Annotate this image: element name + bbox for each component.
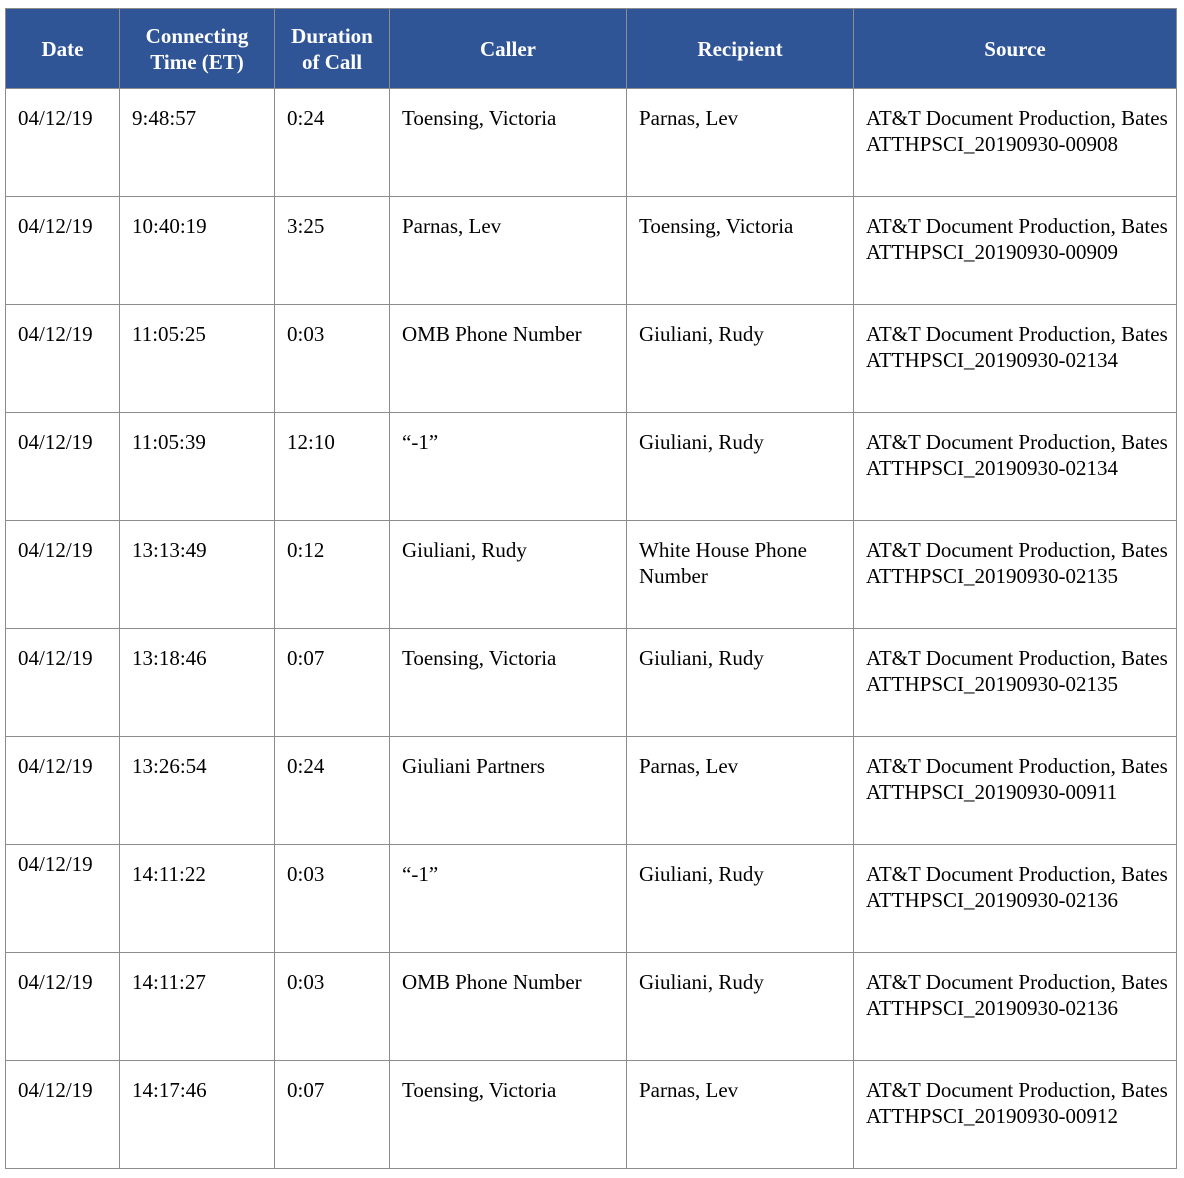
table-row bbox=[6, 521, 1177, 629]
cell-caller: “-1” bbox=[390, 845, 627, 953]
cell-source: AT&T Document Production, Bates ATTHPSCI_20190930-00912 bbox=[854, 1061, 1177, 1169]
table-row bbox=[6, 737, 1177, 845]
cell-source: AT&T Document Production, Bates ATTHPSCI_20190930-02134 bbox=[854, 413, 1177, 521]
cell-caller: Toensing, Victoria bbox=[390, 1061, 627, 1169]
cell-time: 14:17:46 bbox=[120, 1061, 275, 1169]
cell-time: 13:13:49 bbox=[120, 521, 275, 629]
cell-caller: OMB Phone Number bbox=[390, 953, 627, 1061]
cell-date: 04/12/19 bbox=[6, 845, 120, 953]
table-row bbox=[6, 413, 1177, 521]
table-header bbox=[6, 9, 1177, 89]
cell-recipient: White House Phone Number bbox=[627, 521, 854, 629]
cell-recipient: Giuliani, Rudy bbox=[627, 845, 854, 953]
call-log-table bbox=[5, 8, 1177, 1169]
cell-date: 04/12/19 bbox=[6, 953, 120, 1061]
cell-recipient: Parnas, Lev bbox=[627, 737, 854, 845]
cell-recipient: Giuliani, Rudy bbox=[627, 629, 854, 737]
cell-source: AT&T Document Production, Bates ATTHPSCI_20190930-00908 bbox=[854, 89, 1177, 197]
header-duration: Duration of Call bbox=[275, 9, 390, 89]
cell-caller: OMB Phone Number bbox=[390, 305, 627, 413]
cell-recipient: Giuliani, Rudy bbox=[627, 413, 854, 521]
cell-source: AT&T Document Production, Bates ATTHPSCI_20190930-00909 bbox=[854, 197, 1177, 305]
cell-time: 14:11:27 bbox=[120, 953, 275, 1061]
cell-date: 04/12/19 bbox=[6, 89, 120, 197]
cell-date: 04/12/19 bbox=[6, 197, 120, 305]
table-row bbox=[6, 845, 1177, 953]
cell-duration: 0:03 bbox=[275, 953, 390, 1061]
cell-duration: 0:07 bbox=[275, 629, 390, 737]
cell-date: 04/12/19 bbox=[6, 1061, 120, 1169]
table-row bbox=[6, 1061, 1177, 1169]
cell-caller: Giuliani Partners bbox=[390, 737, 627, 845]
cell-date: 04/12/19 bbox=[6, 629, 120, 737]
cell-time: 9:48:57 bbox=[120, 89, 275, 197]
cell-source: AT&T Document Production, Bates ATTHPSCI_20190930-00911 bbox=[854, 737, 1177, 845]
header-caller: Caller bbox=[390, 9, 627, 89]
cell-duration: 0:03 bbox=[275, 305, 390, 413]
cell-caller: Giuliani, Rudy bbox=[390, 521, 627, 629]
cell-recipient: Giuliani, Rudy bbox=[627, 953, 854, 1061]
cell-date: 04/12/19 bbox=[6, 413, 120, 521]
table-row bbox=[6, 953, 1177, 1061]
cell-caller: Parnas, Lev bbox=[390, 197, 627, 305]
cell-time: 13:26:54 bbox=[120, 737, 275, 845]
table-row bbox=[6, 305, 1177, 413]
cell-duration: 0:03 bbox=[275, 845, 390, 953]
cell-recipient: Parnas, Lev bbox=[627, 1061, 854, 1169]
cell-duration: 0:12 bbox=[275, 521, 390, 629]
cell-time: 10:40:19 bbox=[120, 197, 275, 305]
cell-caller: “-1” bbox=[390, 413, 627, 521]
cell-recipient: Giuliani, Rudy bbox=[627, 305, 854, 413]
table-body bbox=[6, 89, 1177, 1169]
cell-time: 13:18:46 bbox=[120, 629, 275, 737]
cell-caller: Toensing, Victoria bbox=[390, 89, 627, 197]
cell-recipient: Toensing, Victoria bbox=[627, 197, 854, 305]
cell-caller: Toensing, Victoria bbox=[390, 629, 627, 737]
table-row bbox=[6, 89, 1177, 197]
cell-date: 04/12/19 bbox=[6, 305, 120, 413]
cell-duration: 3:25 bbox=[275, 197, 390, 305]
cell-source: AT&T Document Production, Bates ATTHPSCI_20190930-02135 bbox=[854, 521, 1177, 629]
cell-time: 11:05:39 bbox=[120, 413, 275, 521]
header-connecting-time: Connecting Time (ET) bbox=[120, 9, 275, 89]
header-row bbox=[6, 9, 1177, 89]
header-date: Date bbox=[6, 9, 120, 89]
cell-duration: 0:07 bbox=[275, 1061, 390, 1169]
cell-duration: 0:24 bbox=[275, 737, 390, 845]
cell-source: AT&T Document Production, Bates ATTHPSCI_20190930-02135 bbox=[854, 629, 1177, 737]
cell-source: AT&T Document Production, Bates ATTHPSCI_20190930-02136 bbox=[854, 845, 1177, 953]
table-row bbox=[6, 197, 1177, 305]
cell-duration: 0:24 bbox=[275, 89, 390, 197]
header-recipient: Recipient bbox=[627, 9, 854, 89]
cell-time: 11:05:25 bbox=[120, 305, 275, 413]
cell-date: 04/12/19 bbox=[6, 737, 120, 845]
cell-duration: 12:10 bbox=[275, 413, 390, 521]
table-row bbox=[6, 629, 1177, 737]
cell-time: 14:11:22 bbox=[120, 845, 275, 953]
header-source: Source bbox=[854, 9, 1177, 89]
cell-source: AT&T Document Production, Bates ATTHPSCI_20190930-02136 bbox=[854, 953, 1177, 1061]
cell-recipient: Parnas, Lev bbox=[627, 89, 854, 197]
cell-source: AT&T Document Production, Bates ATTHPSCI_20190930-02134 bbox=[854, 305, 1177, 413]
cell-date: 04/12/19 bbox=[6, 521, 120, 629]
